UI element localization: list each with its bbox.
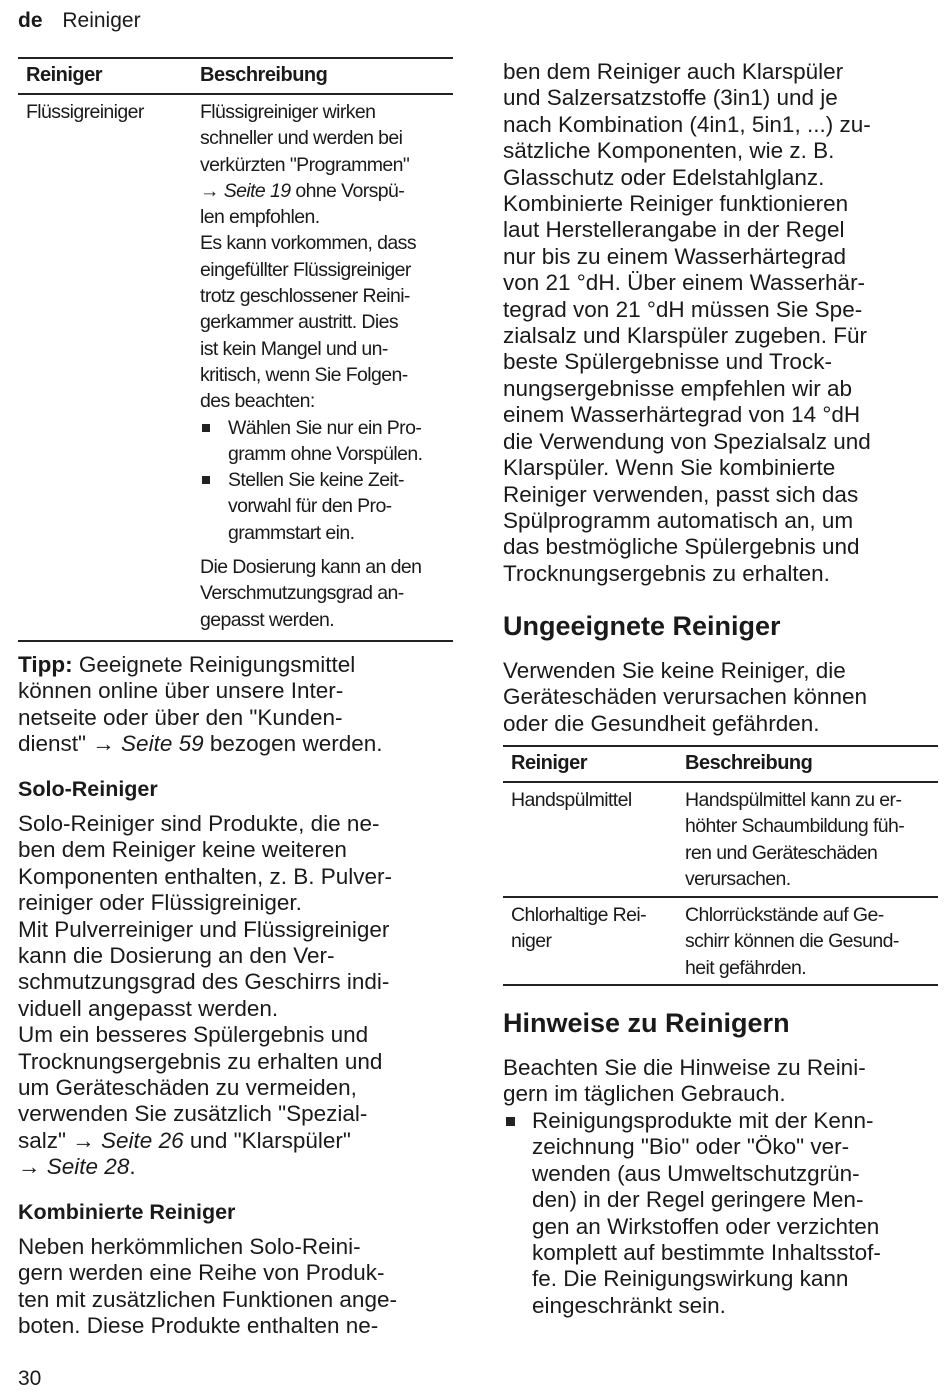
- solo-heading: Solo-Reiniger: [18, 777, 158, 801]
- table-cell-name: Flüssigreiniger: [26, 101, 144, 123]
- table-cell-name: Chlorhaltige Rei- niger: [511, 904, 647, 953]
- bullet-icon: [202, 476, 210, 484]
- table-cell-name: Handspülmittel: [511, 789, 632, 811]
- body-text: Solo-Reiniger sind Produkte, die ne- ben dem Reiniger keine weiteren Komponenten enthalten, z. B. Pulver- reiniger oder Flüssigreiniger. Mit Pulverreiniger und Flüssigreiniger kann die Dosierung an den Ver- schmutzungsgrad des Geschirrs indi- viduell angepasst werden. Um ein besseres Spülergebnis und Trocknungsergebnis zu erhalten und um Geräteschäden zu vermeiden, verwenden Sie zusätzlich "Spezial- salz": [18, 811, 392, 1153]
- body-text: .: [129, 1154, 136, 1180]
- desc-text: Die Dosierung kann an den Verschmutzungsgrad an- gepasst werden.: [200, 556, 422, 631]
- page-link[interactable]: Seite 28: [46, 1154, 130, 1180]
- table-header-description: Beschreibung: [200, 64, 328, 86]
- tip-label: Tipp:: [18, 652, 73, 677]
- bullet-icon: [506, 1117, 515, 1126]
- page-link[interactable]: Seite 26: [101, 1127, 184, 1153]
- page-link[interactable]: Seite 59: [121, 731, 204, 757]
- table-cell-description: [200, 99, 460, 633]
- notes-paragraph: Beachten Sie die Hinweise zu Reini- gern im täglichen Gebrauch.: [503, 1055, 866, 1107]
- desc-text: len empfohlen. Es kann vorkommen, dass eingefüllter Flüssigreiniger trotz geschlossener Reini- gerkammer austritt. Dies ist kein Mangel und un- kritisch, wenn Sie Folgen- des beachten:: [200, 206, 416, 413]
- page-header: [18, 9, 141, 33]
- language-code: de: [18, 9, 43, 32]
- section-title: Reiniger: [62, 9, 141, 32]
- list-item-text: Wählen Sie nur ein Pro- gramm ohne Vorspülen.: [228, 416, 423, 465]
- notes-list: [503, 1108, 943, 1319]
- bullet-icon: [202, 424, 210, 432]
- desc-text: Flüssigreiniger wirken schneller und werden bei verkürzten "Programmen": [200, 101, 410, 176]
- tip-text: bezogen werden.: [203, 731, 383, 757]
- page-link[interactable]: Seite 19: [223, 179, 291, 202]
- table-cell-description: Handspülmittel kann zu er- höhter Schaumbildung füh- ren und Geräteschäden verursachen.: [685, 789, 905, 890]
- list-item-text: Stellen Sie keine Zeit- vorwahl für den Pro- grammstart ein.: [228, 469, 404, 544]
- arrow-icon: →: [72, 1127, 95, 1153]
- arrow-icon: →: [18, 1154, 41, 1180]
- tip-text: Geeignete Reinigungsmittel können online über unsere Inter- netseite oder über den "Kunden- dienst": [18, 652, 356, 757]
- table-header-cleaner: Reiniger: [26, 64, 103, 86]
- table-header-description: Beschreibung: [685, 752, 813, 774]
- bullet-list: [200, 415, 460, 546]
- table-cell-description: Chlorrückstände auf Ge- schirr können die Gesund- heit gefährden.: [685, 904, 899, 979]
- desc-text: ohne Vorspü-: [290, 179, 405, 202]
- combined-paragraph-right: ben dem Reiniger auch Klarspüler und Salzersatzstoffe (3in1) und je nach Kombination (4in1, 5in1, ...) zu- sätzliche Komponenten, wie z. B. Glasschutz oder Edelstahlglanz. Kombinierte Reiniger funktionieren laut Herstellerangabe in der Regel nur bis zu einem Wasserhärtegrad von 21 °dH. Über einem Wasserhär- tegrad von 21 °dH müssen Sie Spe- zialsalz und Klarspüler zugeben. Für beste Spülergebnisse und Trock- nungsergebnisse empfehlen wir ab einem Wasserhärtegrad von 14 °dH die Verwendung von Spezialsalz und Klarspüler. Wenn Sie kombinierte Reiniger verwenden, passt sich das Spülprogramm automatisch an, um das bestmögliche Spülergebnis und Trocknungsergebnis zu erhalten.: [503, 59, 871, 586]
- arrow-icon: →: [92, 731, 115, 757]
- list-item: [200, 415, 460, 468]
- notes-heading: Hinweise zu Reinigern: [503, 1008, 790, 1038]
- unsuitable-paragraph: Verwenden Sie keine Reiniger, die Geräteschäden verursachen können oder die Gesundheit gefährden.: [503, 658, 867, 736]
- arrow-icon: →: [200, 179, 219, 202]
- combined-heading: Kombinierte Reiniger: [18, 1200, 236, 1224]
- body-text: und "Klarspüler": [183, 1127, 351, 1153]
- combined-paragraph-left: Neben herkömmlichen Solo-Reini- gern werden eine Reihe von Produk- ten mit zusätzlichen Funktionen ange- boten. Diese Produkte enthalten ne-: [18, 1234, 397, 1339]
- table-header-cleaner: Reiniger: [511, 752, 588, 774]
- tip-paragraph: [18, 652, 458, 758]
- list-item-text: Reinigungsprodukte mit der Kenn- zeichnung "Bio" oder "Öko" ver- wenden (aus Umweltschutzgrün- den) in der Regel geringere Men- gen an Wirkstoffen oder verzichten komplett auf bestimmte Inhaltsstof- fe. Die Reinigungswirkung kann eingeschränkt sein.: [532, 1108, 881, 1318]
- page-number: 30: [18, 1367, 42, 1390]
- list-item: [200, 467, 460, 546]
- unsuitable-heading: Ungeeignete Reiniger: [503, 611, 781, 641]
- list-item: [503, 1108, 943, 1319]
- solo-paragraph: [18, 811, 458, 1181]
